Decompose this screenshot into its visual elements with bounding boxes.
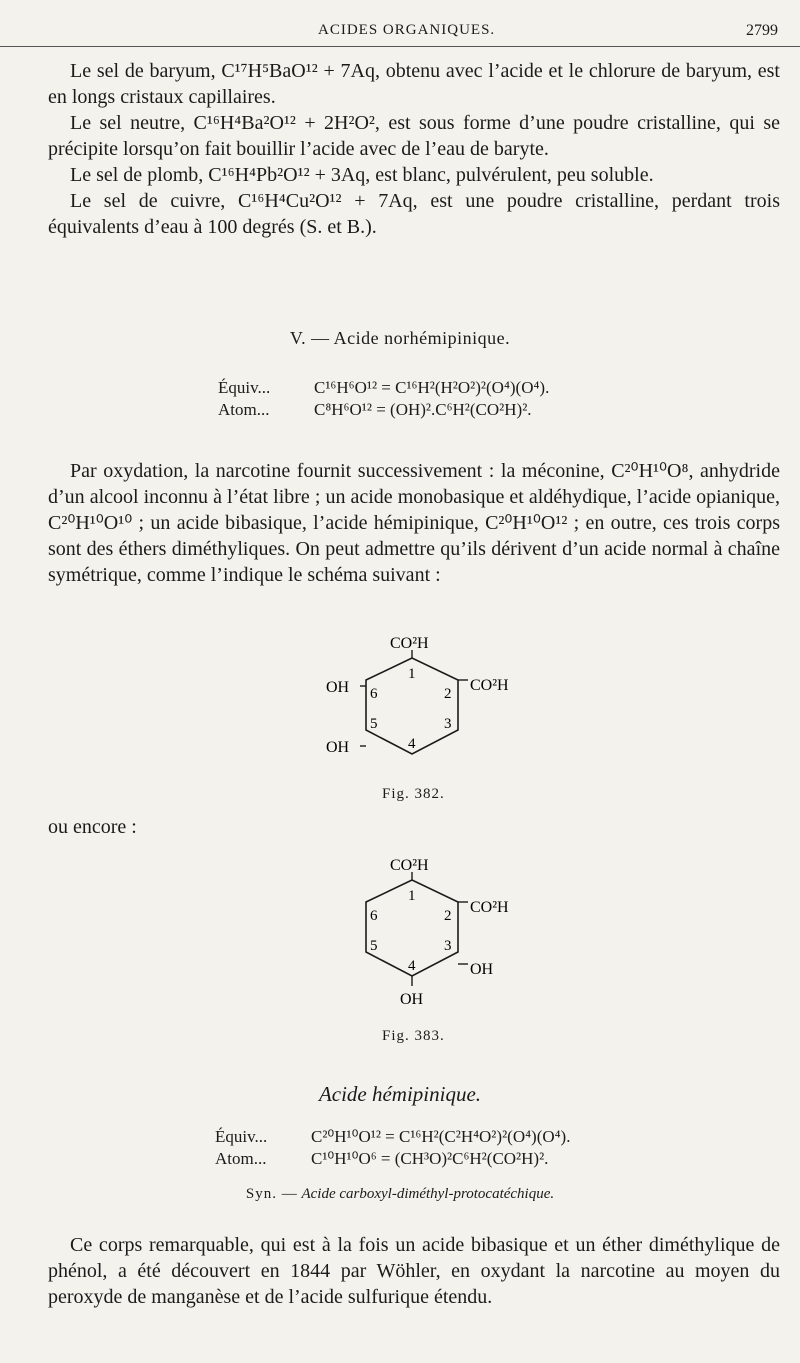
fig383-num-1: 1 xyxy=(408,888,416,904)
fig382-right-group: CO²H xyxy=(470,677,509,694)
hemipinic-paragraph xyxy=(48,1232,780,1310)
hemipinic-atom-formula: C¹⁰H¹⁰O⁶ = (CH³O)²C⁶H²(CO²H)². xyxy=(311,1149,549,1168)
section-title-norhemipinic: V. — Acide norhémipinique. xyxy=(289,328,511,348)
norhemipinic-formulas xyxy=(218,377,549,421)
oxidation-paragraph xyxy=(48,458,780,588)
fig382-num-4: 4 xyxy=(408,736,416,752)
fig383-num-4: 4 xyxy=(408,958,416,974)
fig383-caption: Fig. 383. xyxy=(382,1028,445,1044)
fig382-num-1: 1 xyxy=(408,666,416,682)
fig383-num-5: 5 xyxy=(370,938,378,954)
synonym-line xyxy=(0,1186,800,1203)
fig382-num-2: 2 xyxy=(444,686,452,702)
fig382-caption: Fig. 382. xyxy=(382,786,445,802)
hemipinic-atom-label: Atom... xyxy=(215,1149,267,1168)
equiv-formula: C¹⁶H⁶O¹² = C¹⁶H²(H²O²)²(O⁴)(O⁴). xyxy=(314,378,550,397)
running-header xyxy=(0,20,800,47)
copper-salt-text: Le sel de cuivre, C¹⁶H⁴Cu²O¹² + 7Aq, est une poudre cristalline, perdant trois équivalents d’eau à 100 degrés (S. et B.). xyxy=(48,190,780,238)
syn-lead: Syn. — xyxy=(245,1186,298,1202)
hemipinic-formulas xyxy=(215,1126,570,1170)
fig383-bottom-group: OH xyxy=(400,991,424,1008)
hemipinic-equiv-formula: C²⁰H¹⁰O¹² = C¹⁶H²(C²H⁴O²)²(O⁴)(O⁴). xyxy=(311,1127,571,1146)
figure-383-hexagon xyxy=(330,852,530,1022)
fig383-right-lower-group: OH xyxy=(470,961,494,978)
atom-formula: C⁸H⁶O¹² = (OH)².C⁶H²(CO²H)². xyxy=(314,400,532,419)
fig382-left-upper-group: OH xyxy=(326,679,350,696)
fig383-num-2: 2 xyxy=(444,908,452,924)
fig382-top-group: CO²H xyxy=(390,635,429,652)
fig382-num-6: 6 xyxy=(370,686,378,702)
fig383-num-3: 3 xyxy=(444,938,452,954)
fig383-top-group: CO²H xyxy=(390,857,429,874)
hemipinic-equiv-label: Équiv... xyxy=(215,1127,268,1146)
atom-label: Atom... xyxy=(218,400,270,419)
hemipinic-description: Ce corps remarquable, qui est à la fois un acide bibasique et un éther diméthylique de phénol, a été découvert en 1844 par Wöhler, en oxydant la narcotine au moyen du peroxyde de manganèse et de l’acide sulfurique étendu. xyxy=(48,1234,780,1308)
equiv-label: Équiv... xyxy=(218,378,271,397)
fig382-num-3: 3 xyxy=(444,716,452,732)
hemipinic-title: Acide hémipinique. xyxy=(318,1082,482,1106)
oxidation-text: Par oxydation, la narcotine fournit successivement : la méconine, C²⁰H¹⁰O⁸, anhydride d’un alcool inconnu à l’état libre ; un acide monobasique et aldéhydique, l’acide opianique, C²⁰H¹⁰O¹⁰ ; un acide bibasique, l’acide hémipinique, C²⁰H¹⁰O¹² ; en outre, ces trois corps sont des éthers diméthyliques. On peut admettre qu’ils dérivent d’un acide normal à chaîne symétrique, comme l’indique le schéma suivant : xyxy=(48,460,780,586)
fig383-right-group: CO²H xyxy=(470,899,509,916)
header-title: ACIDES ORGANIQUES. xyxy=(318,22,496,38)
figure-382-hexagon xyxy=(320,630,520,780)
neutral-salt-text: Le sel neutre, C¹⁶H⁴Ba²O¹² + 2H²O², est sous forme d’une poudre cristalline, qui se précipite lorsqu’on fait bouillir l’acide avec de l’eau de baryte. xyxy=(48,112,780,160)
page-number: 2799 xyxy=(746,22,778,39)
fig382-left-lower-group: OH xyxy=(326,739,350,756)
syn-text: Acide carboxyl-diméthyl-protocatéchique. xyxy=(301,1186,555,1202)
fig382-num-5: 5 xyxy=(370,716,378,732)
lead-salt-text: Le sel de plomb, C¹⁶H⁴Pb²O¹² + 3Aq, est blanc, pulvérulent, peu soluble. xyxy=(70,164,654,186)
ou-encore-text: ou encore : xyxy=(48,816,137,838)
fig383-num-6: 6 xyxy=(370,908,378,924)
baryum-salt-text: Le sel de baryum, C¹⁷H⁵BaO¹² + 7Aq, obtenu avec l’acide et le chlorure de baryum, est en longs cristaux capillaires. xyxy=(48,60,780,108)
salts-paragraphs xyxy=(48,58,780,240)
